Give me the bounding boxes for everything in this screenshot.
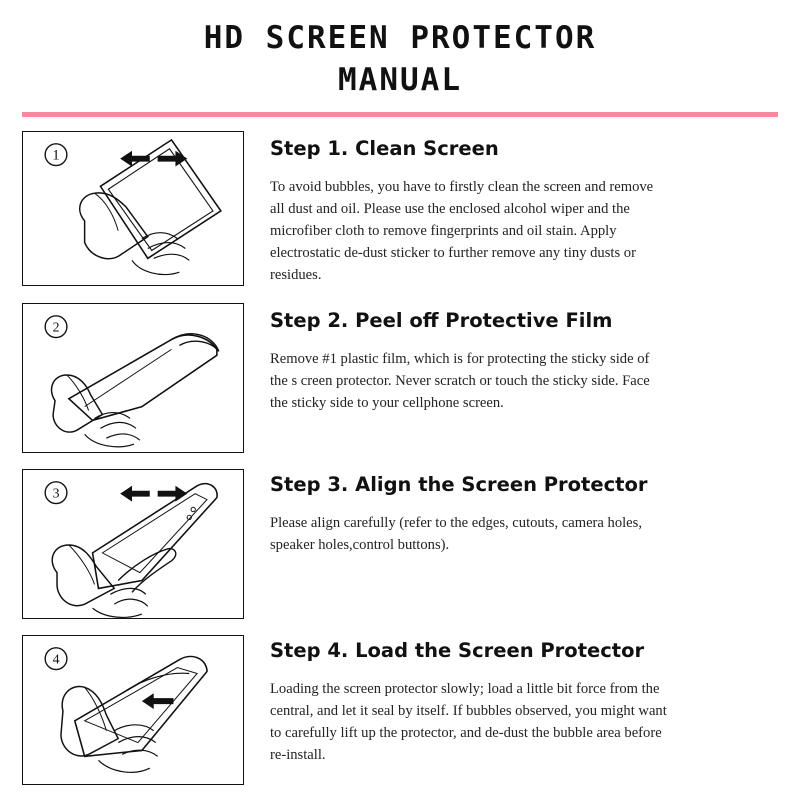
svg-text:2: 2 [52,319,60,335]
step-text-block [244,303,778,415]
step-text-block [244,131,778,287]
step-body: Please align carefully (refer to the edges, cutouts, camera holes, speaker holes,control buttons). [270,514,642,553]
step-text-block [244,635,778,767]
svg-text:3: 3 [52,485,60,501]
figure-step-4 [22,635,244,785]
step-body: To avoid bubbles, you have to firstly clean the screen and remove all dust and oil. Please use the enclosed alcohol wiper and the microfiber cloth to remove fingerprints and oil stain. Apply electrostatic de-dust sticker to further remove any tiny dusts or residues. [270,178,654,284]
page-title-line-1: HD SCREEN PROTECTOR [203,20,597,56]
svg-text:4: 4 [52,651,60,667]
document-header [0,0,800,117]
list-item [22,469,778,619]
figure-step-3 [22,469,244,619]
step-text-block [244,469,778,556]
svg-text:1: 1 [52,147,60,164]
step-body: Loading the screen protector slowly; load a little bit force from the central, and let it seal by itself. If bubbles observed, you might want to carefully lift up the protector, and de-dust the bubble area before re-install. [270,680,667,764]
list-item [22,635,778,785]
figure-step-2 [22,303,244,453]
step-heading: Step 3. Align the Screen Protector [270,472,648,496]
figure-step-1 [22,131,244,286]
list-item [22,303,778,453]
step-heading: Step 2. Peel off Protective Film [270,308,613,332]
step-heading: Step 4. Load the Screen Protector [270,638,645,662]
page-title-line-2: MANUAL [338,61,462,98]
step-body: Remove #1 plastic film, which is for protecting the sticky side of the s creen protector. Never scratch or touch the sticky side. Face the sticky side to your cellphone screen. [270,350,650,411]
steps-list [0,117,800,785]
step-heading: Step 1. Clean Screen [270,136,499,160]
list-item [22,131,778,287]
